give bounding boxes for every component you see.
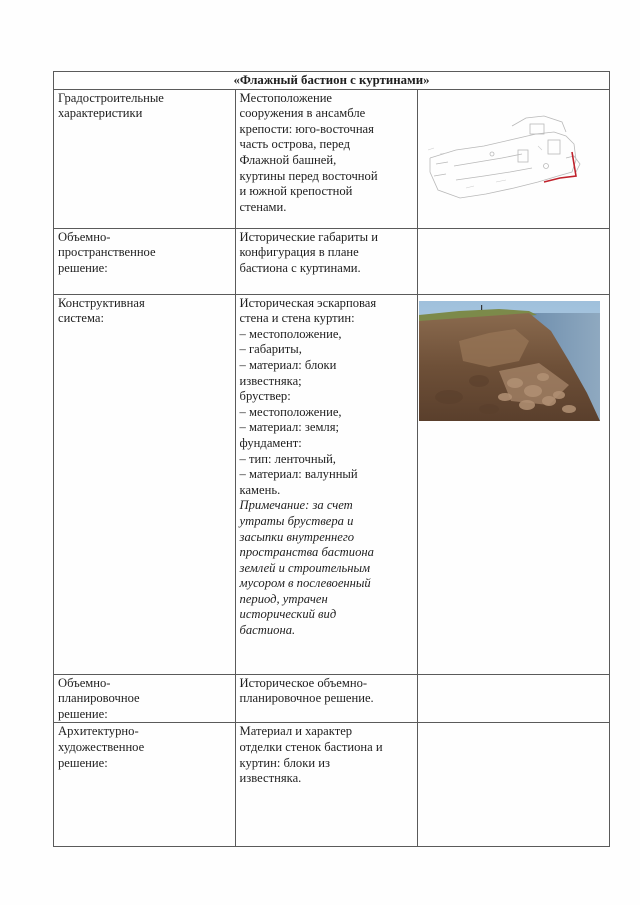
table-row <box>54 89 610 228</box>
table-row <box>54 723 610 847</box>
fortress-plan-drawing <box>426 110 602 214</box>
row-label: Конструктивная система: <box>54 294 236 674</box>
empty-cell <box>418 723 610 847</box>
row-label: Объемно- пространственное решение: <box>54 228 236 294</box>
row-content: Историческое объемно- планировочное решение. <box>235 674 418 723</box>
row-content: Историческая эскарповая стена и стена куртин: – местоположение, – габариты, – материал: блоки известняка; бруствер: – местоположение, – материал: земля; фундамент: – тип: ленточный, – материал: валунный камень. Примечание: за счет утраты бруствера и засыпки внутреннего пространства бастиона землей и строительным мусором в послевоенный период, утрачен исторический вид бастиона. <box>235 294 418 674</box>
photo-cell <box>418 294 610 674</box>
empty-cell <box>418 674 610 723</box>
row-label: Архитектурно- художественное решение: <box>54 723 236 847</box>
plan-image-cell <box>418 89 610 228</box>
row-label: Объемно- планировочное решение: <box>54 674 236 723</box>
table-title: «Флажный бастион с куртинами» <box>54 72 610 90</box>
note-text: Примечание: за счет <box>239 498 353 513</box>
row-label: Градостроительные характеристики <box>54 89 236 228</box>
bastion-table <box>53 71 610 847</box>
row-content: Местоположение сооружения в ансамбле крепости: юго-восточная часть острова, перед Флажной башней, куртины перед восточной и южной крепостной стенами. <box>235 89 418 228</box>
table-row <box>54 228 610 294</box>
row-content: Исторические габариты и конфигурация в плане бастиона с куртинами. <box>235 228 418 294</box>
empty-cell <box>418 228 610 294</box>
table-row <box>54 674 610 723</box>
cliff-photo <box>419 301 600 421</box>
table-row <box>54 294 610 674</box>
row-content: Материал и характер отделки стенок бастиона и куртин: блоки из известняка. <box>235 723 418 847</box>
